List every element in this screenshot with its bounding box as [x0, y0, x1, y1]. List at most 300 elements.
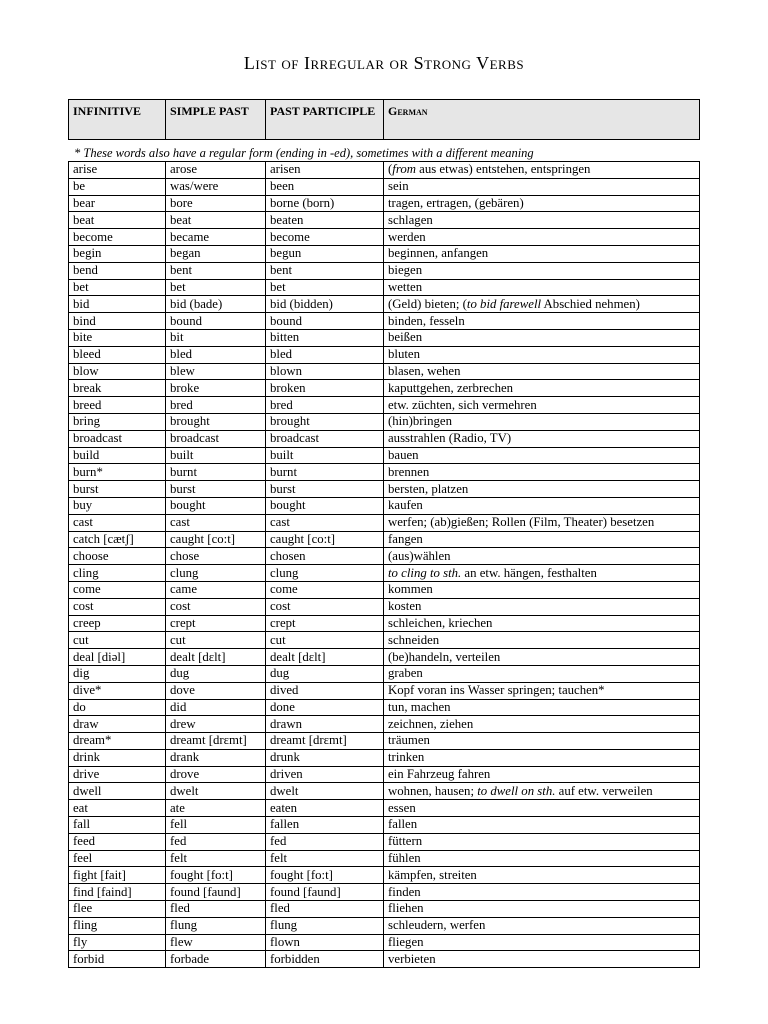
past-participle-cell: borne (born) [266, 195, 384, 212]
table-row [69, 497, 700, 514]
infinitive-cell: begin [69, 245, 166, 262]
german-cell [384, 346, 700, 363]
table-row [69, 581, 700, 598]
past-participle-cell: bred [266, 397, 384, 414]
past-participle-cell: fed [266, 833, 384, 850]
english-phrase: to cling to sth. [388, 565, 462, 580]
past-participle-cell: burst [266, 481, 384, 498]
german-cell [384, 162, 700, 179]
infinitive-cell: fall [69, 817, 166, 834]
past-participle-cell: become [266, 229, 384, 246]
table-row [69, 901, 700, 918]
german-cell [384, 917, 700, 934]
simple-past-cell: bent [166, 262, 266, 279]
past-participle-cell: dived [266, 682, 384, 699]
verb-table [68, 161, 700, 968]
german-text: ( [388, 162, 393, 177]
german-cell [384, 581, 700, 598]
simple-past-cell: bet [166, 279, 266, 296]
past-participle-cell: bled [266, 346, 384, 363]
past-participle-cell: broken [266, 380, 384, 397]
past-participle-cell: come [266, 581, 384, 598]
german-text: trinken [388, 750, 425, 765]
infinitive-cell: come [69, 581, 166, 598]
past-participle-cell: dwelt [266, 783, 384, 800]
past-participle-cell: felt [266, 850, 384, 867]
past-participle-cell: been [266, 178, 384, 195]
german-cell [384, 615, 700, 632]
simple-past-cell: bled [166, 346, 266, 363]
simple-past-cell: fought [fo:t] [166, 867, 266, 884]
infinitive-cell: arise [69, 162, 166, 179]
past-participle-cell: burnt [266, 464, 384, 481]
simple-past-cell: cost [166, 598, 266, 615]
table-row [69, 833, 700, 850]
german-cell [384, 598, 700, 615]
simple-past-cell: bid (bade) [166, 296, 266, 313]
infinitive-cell: become [69, 229, 166, 246]
infinitive-cell: bet [69, 279, 166, 296]
german-cell [384, 649, 700, 666]
table-row [69, 783, 700, 800]
german-cell [384, 447, 700, 464]
german-cell [384, 565, 700, 582]
infinitive-cell: dwell [69, 783, 166, 800]
german-text: schleudern, werfen [388, 918, 486, 933]
german-cell [384, 245, 700, 262]
past-participle-cell: cut [266, 632, 384, 649]
table-row [69, 313, 700, 330]
infinitive-cell: dive* [69, 682, 166, 699]
simple-past-cell: crept [166, 615, 266, 632]
simple-past-cell: burnt [166, 464, 266, 481]
table-row [69, 749, 700, 766]
simple-past-cell: brought [166, 413, 266, 430]
infinitive-cell: flee [69, 901, 166, 918]
german-text: bersten, platzen [388, 481, 469, 496]
simple-past-cell: dwelt [166, 783, 266, 800]
german-text: Abschied nehmen) [541, 296, 640, 311]
german-cell [384, 884, 700, 901]
past-participle-cell: broadcast [266, 430, 384, 447]
table-row [69, 262, 700, 279]
infinitive-cell: blow [69, 363, 166, 380]
header-german: German [384, 100, 700, 140]
german-text: graben [388, 666, 423, 681]
english-phrase: to bid farewell [466, 296, 542, 311]
simple-past-cell: dealt [dɛlt] [166, 649, 266, 666]
infinitive-cell: broadcast [69, 430, 166, 447]
simple-past-cell: bought [166, 497, 266, 514]
german-cell [384, 682, 700, 699]
infinitive-cell: bend [69, 262, 166, 279]
table-row [69, 329, 700, 346]
past-participle-cell: bound [266, 313, 384, 330]
table-row [69, 531, 700, 548]
past-participle-cell: begun [266, 245, 384, 262]
simple-past-cell: bit [166, 329, 266, 346]
regular-form-note: * These words also have a regular form (ending in -ed), sometimes with a different meaning [74, 146, 534, 160]
german-text: brennen [388, 464, 430, 479]
german-text: kosten [388, 599, 422, 614]
german-text: aus etwas) entstehen, entspringen [415, 162, 591, 177]
simple-past-cell: blew [166, 363, 266, 380]
simple-past-cell: caught [co:t] [166, 531, 266, 548]
infinitive-cell: be [69, 178, 166, 195]
german-cell [384, 430, 700, 447]
german-text: zeichnen, ziehen [388, 716, 474, 731]
infinitive-cell: burst [69, 481, 166, 498]
table-row [69, 346, 700, 363]
german-text: sein [388, 179, 409, 194]
table-row [69, 817, 700, 834]
german-text: werden [388, 229, 426, 244]
simple-past-cell: broadcast [166, 430, 266, 447]
german-cell [384, 229, 700, 246]
past-participle-cell: fallen [266, 817, 384, 834]
german-text: kommen [388, 582, 433, 597]
german-cell [384, 313, 700, 330]
simple-past-cell: flung [166, 917, 266, 934]
past-participle-cell: dreamt [drɛmt] [266, 733, 384, 750]
table-row [69, 229, 700, 246]
simple-past-cell: was/were [166, 178, 266, 195]
table-row [69, 766, 700, 783]
past-participle-cell: forbidden [266, 951, 384, 968]
german-text: (hin)bringen [388, 414, 452, 429]
german-cell [384, 783, 700, 800]
simple-past-cell: came [166, 581, 266, 598]
infinitive-cell: draw [69, 716, 166, 733]
german-cell [384, 817, 700, 834]
past-participle-cell: bitten [266, 329, 384, 346]
past-participle-cell: bet [266, 279, 384, 296]
past-participle-cell: flung [266, 917, 384, 934]
german-text: schneiden [388, 632, 440, 647]
table-row [69, 884, 700, 901]
german-text: füttern [388, 834, 423, 849]
infinitive-cell: fling [69, 917, 166, 934]
german-text: an etw. hängen, festhalten [461, 565, 597, 580]
past-participle-cell: arisen [266, 162, 384, 179]
infinitive-cell: drink [69, 749, 166, 766]
german-text: fliehen [388, 901, 424, 916]
german-text: träumen [388, 733, 430, 748]
table-row [69, 867, 700, 884]
infinitive-cell: choose [69, 548, 166, 565]
german-text: fangen [388, 531, 423, 546]
simple-past-cell: clung [166, 565, 266, 582]
infinitive-cell: deal [diəl] [69, 649, 166, 666]
past-participle-cell: clung [266, 565, 384, 582]
german-cell [384, 766, 700, 783]
past-participle-cell: cast [266, 514, 384, 531]
german-cell [384, 262, 700, 279]
past-participle-cell: crept [266, 615, 384, 632]
simple-past-cell: felt [166, 850, 266, 867]
german-cell [384, 934, 700, 951]
table-row [69, 162, 700, 179]
simple-past-cell: broke [166, 380, 266, 397]
infinitive-cell: breed [69, 397, 166, 414]
german-text: essen [388, 800, 416, 815]
german-text: kämpfen, streiten [388, 867, 477, 882]
simple-past-cell: arose [166, 162, 266, 179]
german-cell [384, 514, 700, 531]
german-cell [384, 497, 700, 514]
simple-past-cell: drove [166, 766, 266, 783]
german-cell [384, 212, 700, 229]
german-text: kaputtgehen, zerbrechen [388, 380, 514, 395]
past-participle-cell: built [266, 447, 384, 464]
german-text: kaufen [388, 498, 423, 513]
table-row [69, 363, 700, 380]
past-participle-cell: dealt [dɛlt] [266, 649, 384, 666]
german-cell [384, 195, 700, 212]
table-row [69, 699, 700, 716]
german-cell [384, 716, 700, 733]
simple-past-cell: fed [166, 833, 266, 850]
table-row [69, 548, 700, 565]
table-row [69, 934, 700, 951]
german-text: fallen [388, 817, 418, 832]
infinitive-cell: beat [69, 212, 166, 229]
german-text: biegen [388, 263, 423, 278]
german-text: (be)handeln, verteilen [388, 649, 501, 664]
header-infinitive: INFINITIVE [69, 100, 166, 140]
simple-past-cell: drank [166, 749, 266, 766]
simple-past-cell: beat [166, 212, 266, 229]
german-text: etw. züchten, sich vermehren [388, 397, 537, 412]
table-row [69, 800, 700, 817]
german-text: wetten [388, 279, 423, 294]
german-text: blasen, wehen [388, 363, 461, 378]
simple-past-cell: cast [166, 514, 266, 531]
infinitive-cell: feel [69, 850, 166, 867]
past-participle-cell: fought [fo:t] [266, 867, 384, 884]
german-text: verbieten [388, 951, 436, 966]
infinitive-cell: creep [69, 615, 166, 632]
german-cell [384, 296, 700, 313]
past-participle-cell: eaten [266, 800, 384, 817]
german-text: tragen, ertragen, (gebären) [388, 195, 524, 210]
infinitive-cell: build [69, 447, 166, 464]
infinitive-cell: cut [69, 632, 166, 649]
table-row [69, 245, 700, 262]
german-text: werfen; (ab)gießen; Rollen (Film, Theater) besetzen [388, 515, 655, 530]
past-participle-cell: flown [266, 934, 384, 951]
german-cell [384, 481, 700, 498]
german-text: beißen [388, 330, 423, 345]
past-participle-cell: cost [266, 598, 384, 615]
simple-past-cell: forbade [166, 951, 266, 968]
german-cell [384, 665, 700, 682]
past-participle-cell: bent [266, 262, 384, 279]
german-text: (Geld) bieten; ( [388, 296, 467, 311]
english-phrase: from [392, 162, 416, 177]
german-cell [384, 800, 700, 817]
infinitive-cell: find [faind] [69, 884, 166, 901]
german-text: schlagen [388, 212, 433, 227]
german-cell [384, 733, 700, 750]
table-row [69, 615, 700, 632]
german-cell [384, 833, 700, 850]
table-row [69, 279, 700, 296]
german-cell [384, 279, 700, 296]
simple-past-cell: found [faund] [166, 884, 266, 901]
simple-past-cell: flew [166, 934, 266, 951]
table-row [69, 565, 700, 582]
header-simple-past: SIMPLE PAST [166, 100, 266, 140]
past-participle-cell: blown [266, 363, 384, 380]
infinitive-cell: feed [69, 833, 166, 850]
table-row [69, 464, 700, 481]
infinitive-cell: buy [69, 497, 166, 514]
german-text: tun, machen [388, 699, 451, 714]
simple-past-cell: became [166, 229, 266, 246]
simple-past-cell: dug [166, 665, 266, 682]
infinitive-cell: bite [69, 329, 166, 346]
table-row [69, 733, 700, 750]
page-title: List of Irregular or Strong Verbs [243, 53, 525, 73]
past-participle-cell: found [faund] [266, 884, 384, 901]
infinitive-cell: catch [cætʃ] [69, 531, 166, 548]
header-row [69, 100, 700, 140]
infinitive-cell: fight [fait] [69, 867, 166, 884]
column-header-table [68, 99, 700, 140]
past-participle-cell: drunk [266, 749, 384, 766]
table-row [69, 682, 700, 699]
infinitive-cell: break [69, 380, 166, 397]
german-text: bluten [388, 347, 420, 362]
german-cell [384, 531, 700, 548]
table-row [69, 917, 700, 934]
simple-past-cell: burst [166, 481, 266, 498]
past-participle-cell: bid (bidden) [266, 296, 384, 313]
table-row [69, 178, 700, 195]
past-participle-cell: dug [266, 665, 384, 682]
infinitive-cell: dream* [69, 733, 166, 750]
german-cell [384, 749, 700, 766]
german-text: beginnen, anfangen [388, 246, 489, 261]
past-participle-cell: beaten [266, 212, 384, 229]
simple-past-cell: fell [166, 817, 266, 834]
german-text: ein Fahrzeug fahren [388, 767, 491, 782]
table-row [69, 481, 700, 498]
simple-past-cell: chose [166, 548, 266, 565]
infinitive-cell: bring [69, 413, 166, 430]
german-text: ausstrahlen (Radio, TV) [388, 431, 512, 446]
german-cell [384, 413, 700, 430]
german-cell [384, 901, 700, 918]
table-row [69, 413, 700, 430]
german-text: auf etw. verweilen [555, 783, 653, 798]
table-row [69, 598, 700, 615]
infinitive-cell: cast [69, 514, 166, 531]
german-cell [384, 867, 700, 884]
german-cell [384, 951, 700, 968]
simple-past-cell: fled [166, 901, 266, 918]
german-text: fliegen [388, 935, 424, 950]
infinitive-cell: burn* [69, 464, 166, 481]
table-row [69, 430, 700, 447]
german-cell [384, 380, 700, 397]
simple-past-cell: dreamt [drɛmt] [166, 733, 266, 750]
infinitive-cell: bear [69, 195, 166, 212]
german-cell [384, 850, 700, 867]
verb-table-body [69, 162, 700, 968]
german-text: finden [388, 884, 421, 899]
infinitive-cell: cling [69, 565, 166, 582]
infinitive-cell: eat [69, 800, 166, 817]
german-cell [384, 699, 700, 716]
german-text: Kopf voran ins Wasser springen; tauchen* [388, 683, 605, 698]
header-past-participle: PAST PARTICIPLE [266, 100, 384, 140]
simple-past-cell: drew [166, 716, 266, 733]
infinitive-cell: forbid [69, 951, 166, 968]
simple-past-cell: built [166, 447, 266, 464]
simple-past-cell: dove [166, 682, 266, 699]
infinitive-cell: cost [69, 598, 166, 615]
past-participle-cell: driven [266, 766, 384, 783]
table-row [69, 716, 700, 733]
german-cell [384, 397, 700, 414]
table-row [69, 514, 700, 531]
table-row [69, 212, 700, 229]
table-row [69, 397, 700, 414]
german-text: bauen [388, 447, 419, 462]
german-text: wohnen, hausen; [388, 783, 478, 798]
past-participle-cell: chosen [266, 548, 384, 565]
infinitive-cell: bid [69, 296, 166, 313]
simple-past-cell: began [166, 245, 266, 262]
infinitive-cell: bind [69, 313, 166, 330]
table-row [69, 380, 700, 397]
german-cell [384, 363, 700, 380]
table-row [69, 447, 700, 464]
german-cell [384, 632, 700, 649]
table-row [69, 850, 700, 867]
infinitive-cell: bleed [69, 346, 166, 363]
german-text: binden, fesseln [388, 313, 465, 328]
simple-past-cell: ate [166, 800, 266, 817]
german-text: fühlen [388, 851, 421, 866]
infinitive-cell: do [69, 699, 166, 716]
infinitive-cell: fly [69, 934, 166, 951]
simple-past-cell: cut [166, 632, 266, 649]
table-row [69, 665, 700, 682]
english-phrase: to dwell on sth. [477, 783, 556, 798]
past-participle-cell: bought [266, 497, 384, 514]
german-cell [384, 178, 700, 195]
german-cell [384, 548, 700, 565]
table-row [69, 632, 700, 649]
german-text: (aus)wählen [388, 548, 451, 563]
simple-past-cell: did [166, 699, 266, 716]
simple-past-cell: bound [166, 313, 266, 330]
table-row [69, 951, 700, 968]
simple-past-cell: bred [166, 397, 266, 414]
table-row [69, 649, 700, 666]
simple-past-cell: bore [166, 195, 266, 212]
infinitive-cell: drive [69, 766, 166, 783]
past-participle-cell: brought [266, 413, 384, 430]
german-text: schleichen, kriechen [388, 615, 493, 630]
german-cell [384, 464, 700, 481]
past-participle-cell: done [266, 699, 384, 716]
past-participle-cell: drawn [266, 716, 384, 733]
past-participle-cell: caught [co:t] [266, 531, 384, 548]
